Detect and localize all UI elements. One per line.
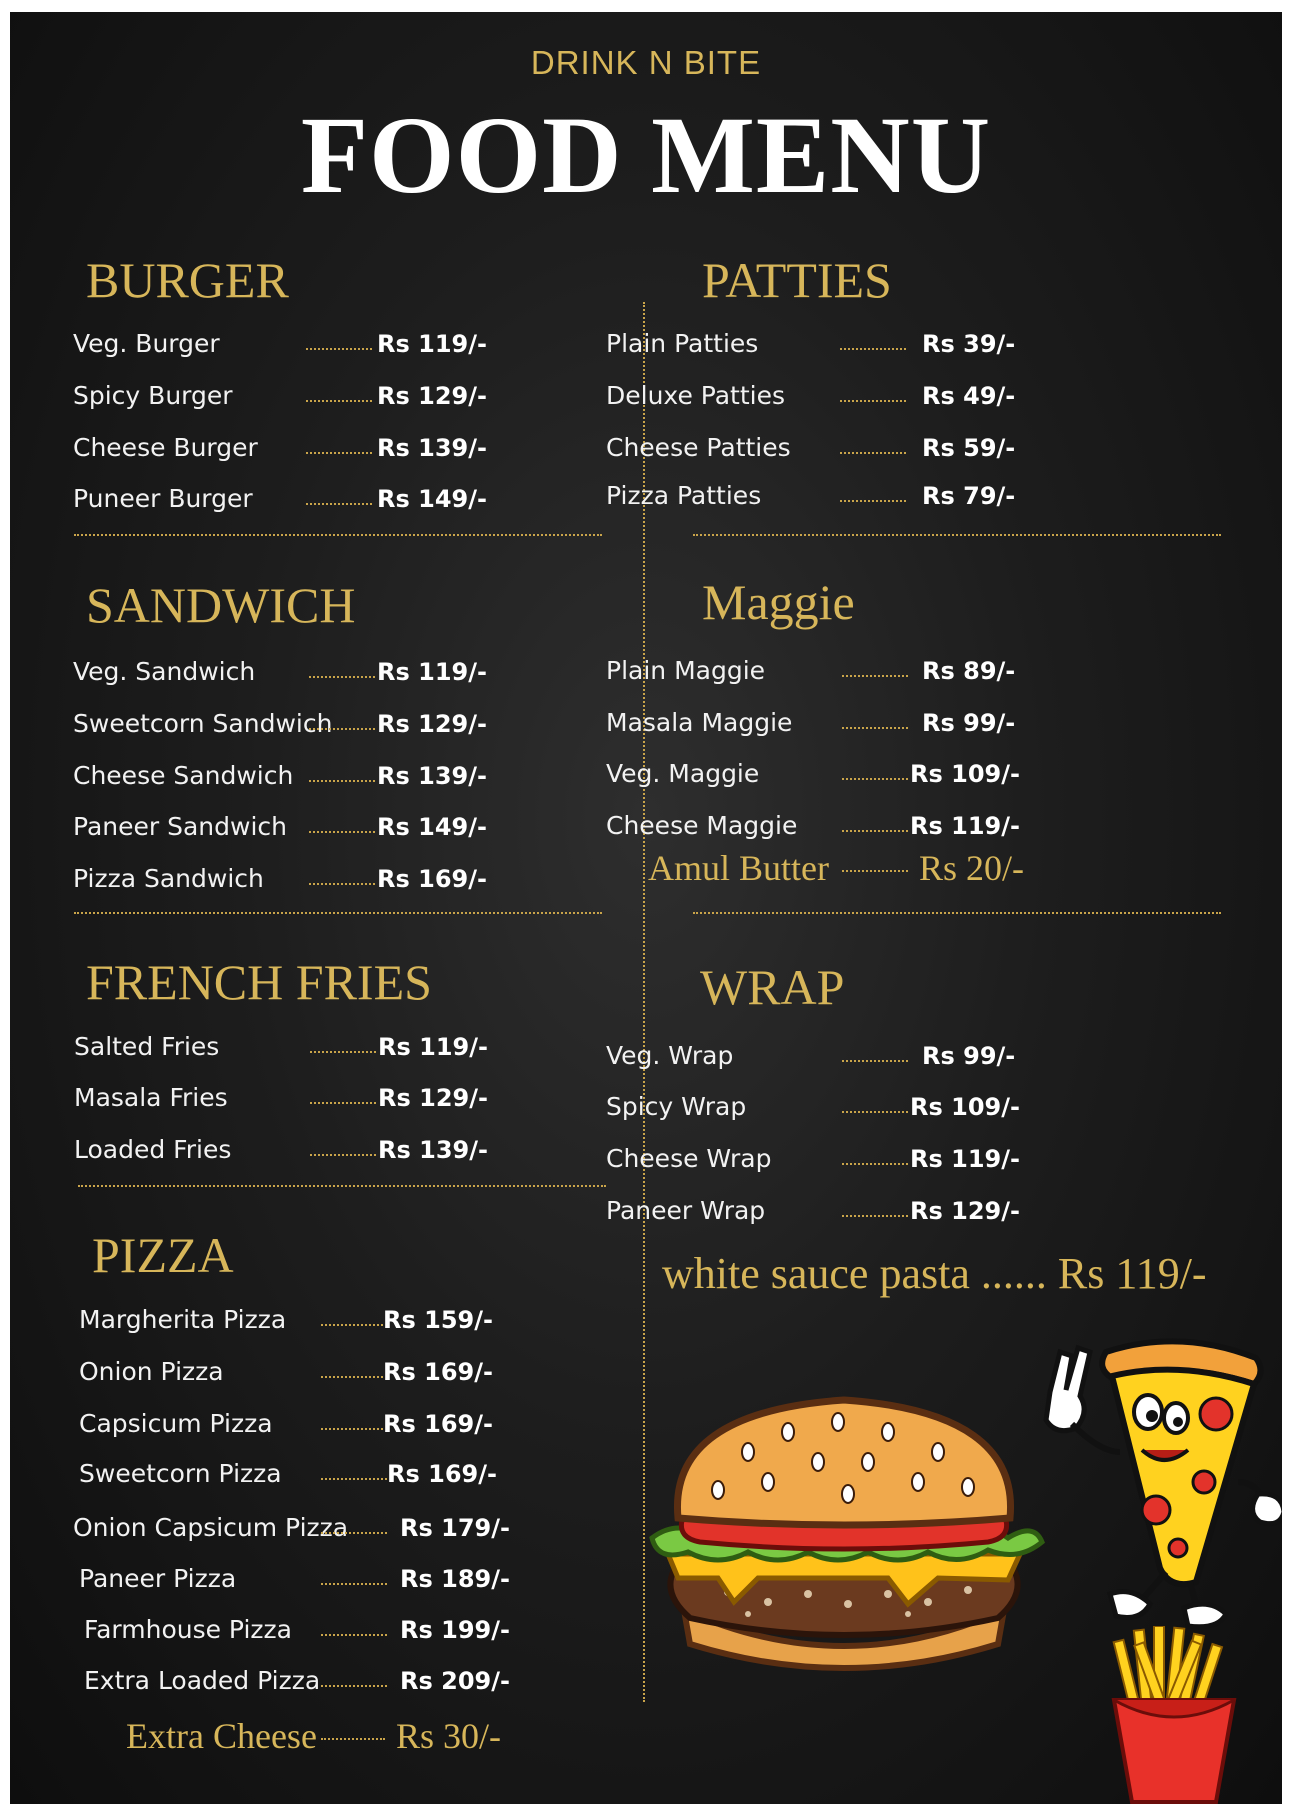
item-leader	[321, 1428, 383, 1430]
item-leader	[310, 1051, 376, 1053]
item-leader	[842, 1163, 908, 1165]
item-leader	[842, 870, 908, 872]
item-leader	[310, 1154, 376, 1156]
item-name: Extra Loaded Pizza	[84, 1666, 321, 1695]
section-title-wrap: WRAP	[700, 959, 845, 1015]
item-name: Puneer Burger	[73, 484, 253, 513]
menu-board	[10, 12, 1282, 1804]
item-leader	[840, 400, 906, 402]
item-leader	[321, 1685, 387, 1687]
item-leader	[306, 503, 372, 505]
item-price: Rs 169/-	[383, 1358, 493, 1386]
item-price: Rs 189/-	[400, 1565, 510, 1593]
item-price: Rs 209/-	[400, 1667, 510, 1695]
item-name: Cheese Wrap	[606, 1144, 772, 1173]
burger-illustration	[638, 1382, 1050, 1682]
item-price: Rs 119/-	[377, 330, 487, 358]
item-price: Rs 139/-	[377, 762, 487, 790]
item-name: Paneer Sandwich	[73, 812, 287, 841]
item-price: Rs 139/-	[378, 1136, 488, 1164]
item-price: Rs 149/-	[377, 485, 487, 513]
item-leader	[842, 675, 908, 677]
item-price: Rs 119/-	[910, 812, 1020, 840]
item-price: Rs 179/-	[400, 1514, 510, 1542]
item-name: Masala Maggie	[606, 708, 793, 737]
item-name: Salted Fries	[74, 1032, 220, 1061]
item-leader	[309, 831, 375, 833]
extra-item-price: Rs 20/-	[919, 848, 1025, 888]
item-price: Rs 99/-	[922, 709, 1016, 737]
item-name: Pizza Sandwich	[73, 864, 264, 893]
item-leader	[842, 778, 908, 780]
item-leader	[306, 400, 372, 402]
item-price: Rs 169/-	[387, 1460, 497, 1488]
item-price: Rs 159/-	[383, 1306, 493, 1334]
section-title-patties: PATTIES	[702, 252, 892, 308]
separator-fries	[78, 1185, 606, 1187]
item-name: Onion Capsicum Pizza	[73, 1513, 349, 1542]
item-leader	[309, 676, 375, 678]
item-price: Rs 119/-	[377, 658, 487, 686]
item-leader	[842, 1060, 908, 1062]
item-leader	[321, 1738, 385, 1740]
item-price: Rs 149/-	[377, 813, 487, 841]
item-leader	[321, 1532, 387, 1534]
special-pasta: white sauce pasta ...... Rs 119/-	[662, 1249, 1207, 1298]
brand-name: DRINK N BITE	[530, 44, 762, 81]
item-price: Rs 119/-	[378, 1033, 488, 1061]
item-name: Pizza Patties	[606, 481, 762, 510]
item-leader	[306, 452, 372, 454]
item-name: Plain Patties	[606, 329, 759, 358]
section-title-french-fries: FRENCH FRIES	[86, 954, 432, 1010]
item-price: Rs 139/-	[377, 434, 487, 462]
item-price: Rs 49/-	[922, 382, 1016, 410]
item-price: Rs 109/-	[910, 760, 1020, 788]
item-name: Sweetcorn Sandwich	[73, 709, 333, 738]
item-leader	[842, 1111, 908, 1113]
item-leader	[309, 728, 375, 730]
item-price: Rs 129/-	[377, 382, 487, 410]
section-title-burger: BURGER	[86, 252, 289, 308]
item-name: Veg. Wrap	[606, 1041, 734, 1070]
item-name: Paneer Pizza	[79, 1564, 237, 1593]
section-title-pizza: PIZZA	[92, 1227, 234, 1283]
item-leader	[840, 500, 906, 502]
item-leader	[321, 1324, 383, 1326]
item-name: Loaded Fries	[74, 1135, 232, 1164]
item-name: Farmhouse Pizza	[84, 1615, 292, 1644]
item-leader	[321, 1478, 387, 1480]
separator-burger	[74, 534, 602, 536]
item-price: Rs 169/-	[377, 865, 487, 893]
item-leader	[321, 1376, 383, 1378]
item-leader	[842, 727, 908, 729]
french-fries-illustration	[1104, 1626, 1244, 1804]
item-name: Sweetcorn Pizza	[79, 1459, 282, 1488]
item-price: Rs 109/-	[910, 1093, 1020, 1121]
item-name: Plain Maggie	[606, 656, 766, 685]
item-leader	[840, 348, 906, 350]
item-price: Rs 129/-	[377, 710, 487, 738]
item-leader	[309, 883, 375, 885]
item-name: Veg. Burger	[73, 329, 220, 358]
item-price: Rs 59/-	[922, 434, 1016, 462]
item-leader	[842, 1215, 908, 1217]
item-name: Paneer Wrap	[606, 1196, 766, 1225]
item-name: Capsicum Pizza	[79, 1409, 273, 1438]
extra-item-name: Amul Butter	[648, 848, 829, 888]
item-name: Margherita Pizza	[79, 1305, 287, 1334]
page-title: FOOD MENU	[300, 94, 992, 216]
item-name: Cheese Patties	[606, 433, 791, 462]
section-title-sandwich: SANDWICH	[86, 577, 356, 633]
item-name: Cheese Sandwich	[73, 761, 294, 790]
separator-patties	[693, 534, 1221, 536]
item-price: Rs 129/-	[910, 1197, 1020, 1225]
item-price: Rs 79/-	[922, 482, 1016, 510]
item-leader	[321, 1634, 387, 1636]
item-price: Rs 99/-	[922, 1042, 1016, 1070]
item-leader	[842, 830, 908, 832]
separator-sandwich	[74, 912, 602, 914]
item-name: Veg. Maggie	[606, 759, 760, 788]
extra-item-name: Extra Cheese	[126, 1716, 317, 1756]
item-name: Spicy Burger	[73, 381, 233, 410]
extra-item-price: Rs 30/-	[396, 1716, 502, 1756]
separator-maggie	[693, 912, 1221, 914]
item-name: Cheese Maggie	[606, 811, 798, 840]
item-leader	[306, 348, 372, 350]
item-leader	[321, 1583, 387, 1585]
item-price: Rs 169/-	[383, 1410, 493, 1438]
section-title-maggie: Maggie	[702, 574, 855, 630]
item-price: Rs 119/-	[910, 1145, 1020, 1173]
item-name: Spicy Wrap	[606, 1092, 747, 1121]
item-name: Veg. Sandwich	[73, 657, 256, 686]
item-name: Onion Pizza	[79, 1357, 224, 1386]
item-price: Rs 39/-	[922, 330, 1016, 358]
item-leader	[840, 452, 906, 454]
item-price: Rs 129/-	[378, 1084, 488, 1112]
pizza-slice-mascot	[1020, 1332, 1282, 1632]
item-name: Masala Fries	[74, 1083, 228, 1112]
item-price: Rs 199/-	[400, 1616, 510, 1644]
item-name: Deluxe Patties	[606, 381, 786, 410]
item-leader	[310, 1102, 376, 1104]
item-name: Cheese Burger	[73, 433, 258, 462]
item-price: Rs 89/-	[922, 657, 1016, 685]
item-leader	[309, 780, 375, 782]
